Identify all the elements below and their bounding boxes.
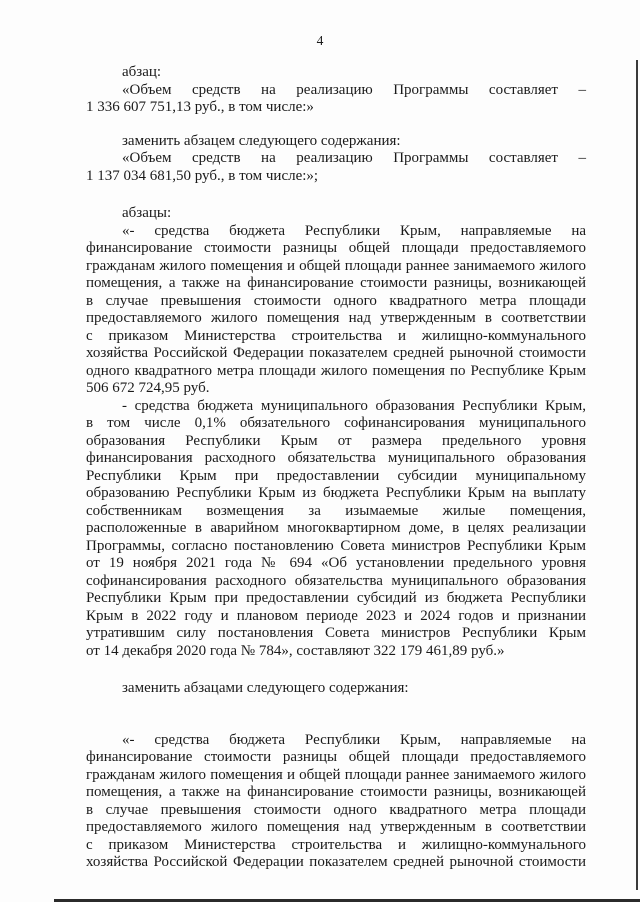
text-line: 506 672 724,95 руб.: [86, 380, 210, 396]
text-line: от 19 ноября 2021 года № 694 «Об установлении предельного уровня: [86, 555, 586, 571]
text-line: с приказом Министерства строительства и жилищно-коммунального: [86, 327, 586, 344]
text-line: в случае превышения стоимости одного квадратного метра площади: [86, 801, 586, 818]
text-line: хозяйства Российской Федерации показателем средней рыночной стоимости: [86, 854, 586, 870]
block3-paragraph-1: [86, 223, 586, 398]
block4-label: заменить абзацами следующего содержания:: [122, 680, 409, 696]
text-line: собственникам возмещения за изымаемые жилые помещения,: [86, 502, 586, 519]
text-line: финансирования расходного обязательства муниципального образования: [86, 450, 586, 466]
text-line: одного квадратного метра площади жилого помещения по Республике Крым: [86, 362, 586, 379]
text-line: от 14 декабря 2020 года № 784», составляют 322 179 461,89 руб.»: [86, 642, 505, 659]
block1-line: 1 336 607 751,13 руб., в том числе:»: [86, 99, 314, 115]
block2-line: 1 137 034 681,50 руб., в том числе:»;: [86, 167, 319, 184]
text-line: Крым в 2022 году и плановом периоде 2023 и 2024 годов и признании: [86, 607, 586, 624]
text-line: финансирование стоимости разницы общей площади предоставляемого: [86, 749, 586, 765]
text-line: «- средства бюджета Республики Крым, направляемые на: [122, 222, 586, 239]
text-line: хозяйства Российской Федерации показателем средней рыночной стоимости: [86, 345, 586, 361]
text-line: помещения, а также на финансирование стоимости разницы, возникающей: [86, 275, 586, 291]
text-line: расположенные в аварийном многоквартирном доме, в целях реализации: [86, 520, 586, 536]
text-line: Республики Крым при предоставлении субсидии муниципальному: [86, 467, 586, 484]
text-line: утратившим силу постановления Совета министров Республики Крым: [86, 625, 586, 641]
block2-label: заменить абзацем следующего содержания:: [122, 132, 401, 149]
block3-label: абзацы:: [122, 205, 172, 221]
text-line: Программы, согласно постановлению Совета министров Республики Крым: [86, 537, 586, 554]
block1-line: «Объем средств на реализацию Программы составляет –: [122, 81, 586, 98]
text-line: предоставляемого жилого помещения над утвержденным в соответствии: [86, 310, 586, 326]
block3-paragraph-2: [86, 398, 586, 661]
page-number: 4: [316, 33, 324, 48]
document-body: [86, 64, 586, 872]
text-line: финансирование стоимости разницы общей площади предоставляемого: [86, 240, 586, 256]
text-line: софинансирования расходного обязательства муниципального образования: [86, 572, 586, 589]
block4-paragraph-1: [86, 732, 586, 872]
text-line: с приказом Министерства строительства и жилищно-коммунального: [86, 836, 586, 853]
text-line: Республики Крым при предоставлении субсидий из бюджета Республики: [86, 590, 586, 606]
text-line: «- средства бюджета Республики Крым, направляемые на: [122, 731, 586, 748]
block1-label: абзац:: [122, 64, 162, 80]
block2-line: «Объем средств на реализацию Программы составляет –: [122, 150, 586, 166]
text-line: гражданам жилого помещения и общей площади раннее занимаемого жилого: [86, 257, 586, 274]
text-line: гражданам жилого помещения и общей площади раннее занимаемого жилого: [86, 766, 586, 783]
text-line: - средства бюджета муниципального образования Республики Крым,: [122, 397, 586, 414]
text-line: образования Республики Крым от размера предельного уровня: [86, 432, 586, 449]
text-line: в том числе 0,1% обязательного софинансирования муниципального: [86, 415, 586, 431]
text-line: в случае превышения стоимости одного квадратного метра площади: [86, 292, 586, 309]
text-line: образованию Республики Крым из бюджета Республики Крым на выплату: [86, 485, 586, 501]
scan-edge-line: [636, 60, 638, 890]
text-line: предоставляемого жилого помещения над утвержденным в соответствии: [86, 819, 586, 835]
text-line: помещения, а также на финансирование стоимости разницы, возникающей: [86, 784, 586, 800]
